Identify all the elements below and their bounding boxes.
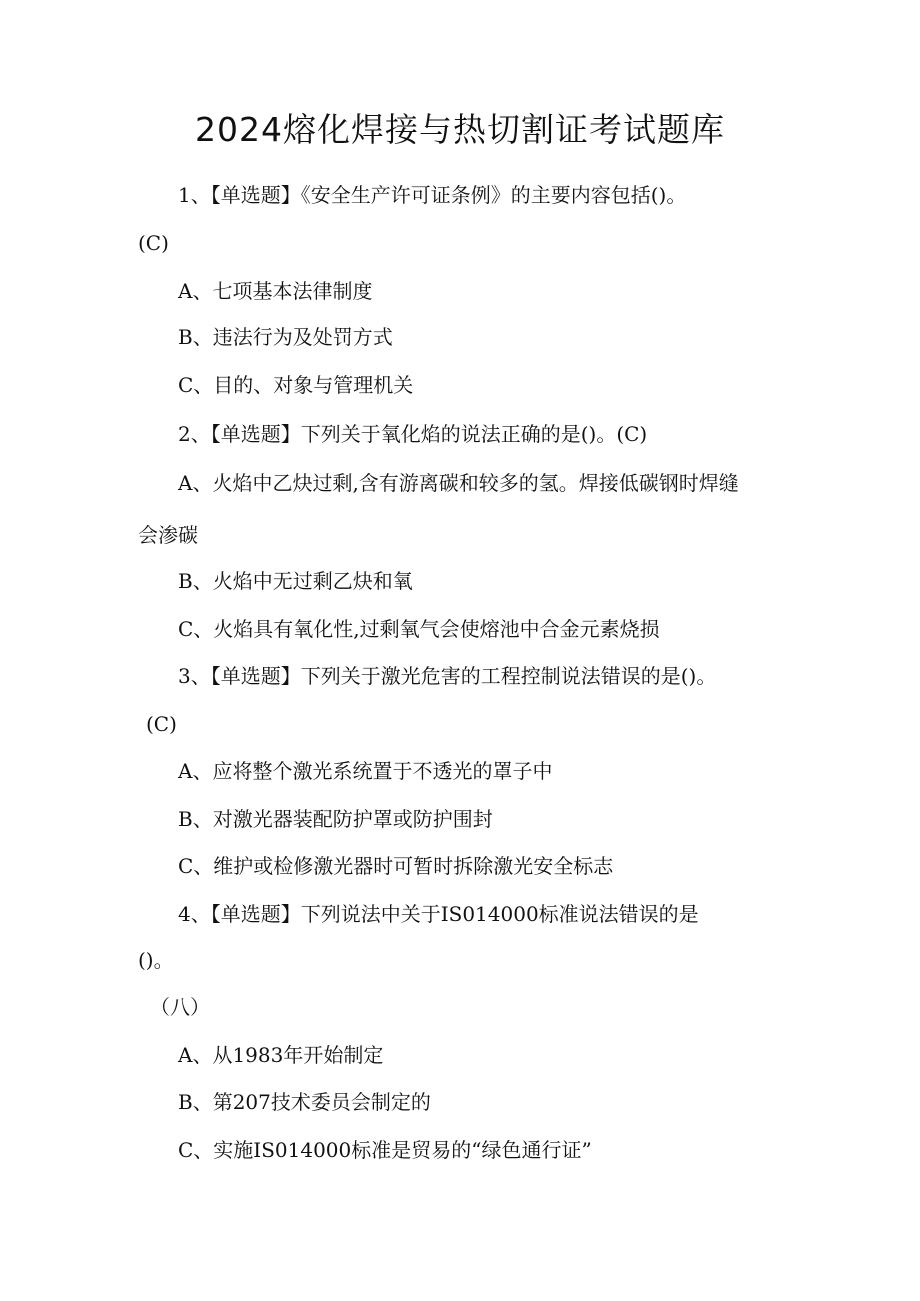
document-title: 2024熔化焊接与热切割证考试题库 <box>195 110 725 149</box>
question-2-stem: 2、【单选题】下列关于氧化焰的说法正确的是()。(C) <box>178 422 648 446</box>
question-3-option-b: B、对激光器装配防护罩或防护围封 <box>178 807 493 831</box>
question-4-option-a: A、从1983年开始制定 <box>178 1043 384 1067</box>
question-2-option-a-cont: 会渗碳 <box>138 523 198 547</box>
question-2-option-a: A、火焰中乙炔过剩,含有游离碳和较多的氢。焊接低碳钢时焊缝 <box>178 471 739 495</box>
question-3-option-c: C、维护或检修激光器时可暂时拆除激光安全标志 <box>178 854 614 878</box>
question-4-stem: 4、【单选题】下列说法中关于IS014000标准说法错误的是 <box>178 902 699 926</box>
question-4-answer: （八） <box>150 995 210 1019</box>
question-1-stem: 1、【单选题】《安全生产许可证条例》的主要内容包括()。 <box>178 183 687 207</box>
question-4-stem-cont: ()。 <box>138 948 174 972</box>
question-2-option-c: C、火焰具有氧化性,过剩氧气会使熔池中合金元素烧损 <box>178 617 660 641</box>
question-4-option-b: B、第207技术委员会制定的 <box>178 1090 431 1114</box>
question-3-answer: (C) <box>146 712 177 736</box>
question-1-option-a: A、七项基本法律制度 <box>178 279 373 303</box>
question-3-stem: 3、【单选题】下列关于激光危害的工程控制说法错误的是()。 <box>178 664 717 688</box>
question-1-option-c: C、目的、对象与管理机关 <box>178 373 414 397</box>
question-1-option-b: B、违法行为及处罚方式 <box>178 325 393 349</box>
question-1-answer: (C) <box>138 231 169 255</box>
question-4-option-c: C、实施IS014000标准是贸易的“绿色通行证” <box>178 1138 592 1162</box>
question-2-option-b: B、火焰中无过剩乙炔和氧 <box>178 569 413 593</box>
question-3-option-a: A、应将整个激光系统置于不透光的罩子中 <box>178 759 553 783</box>
